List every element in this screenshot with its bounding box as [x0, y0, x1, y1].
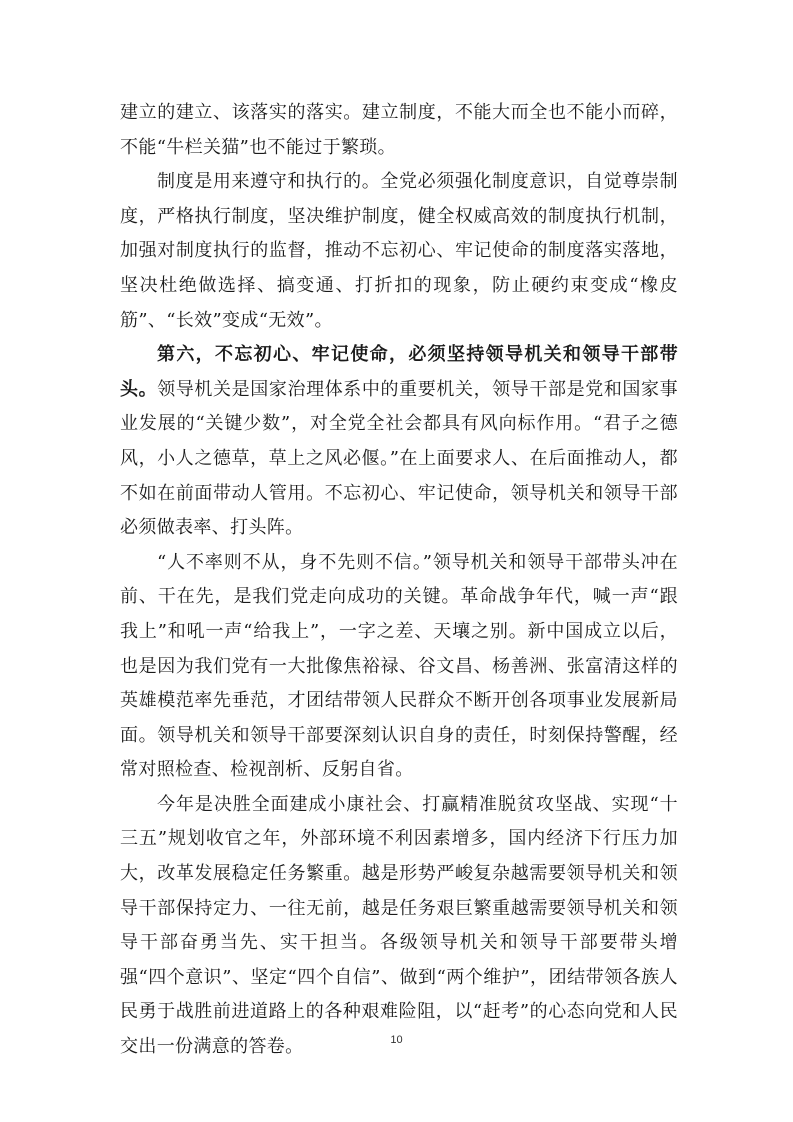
paragraph-5: 今年是决胜全面建成小康社会、打赢精准脱贫攻坚战、实现“十三五”规划收官之年，外部环境不利因素增多，国内经济下行压力加大，改革发展稳定任务繁重。越是形势严峻复杂越需要领导机关和领导干部保持定力、一往无前，越是任务艰巨繁重越需要领导机关和领导干部奋勇当先、实干担当。各级领导机关和领导干部要带头增强“四个意识”、坚定“四个自信”、做到“两个维护”，团结带领各族人民勇于战胜前进道路上的各种艰难险阻，以“赶考”的心态向党和人民交出一份满意的答卷。: [120, 793, 678, 1058]
paragraph-3-text: 领导机关是国家治理体系中的重要机关，领导干部是党和国家事业发展的“关键少数”，对全党全社会都具有风向标作用。“君子之德风，小人之德草，草上之风必偃。”在上面要求人、在后面推动人，都不如在前面带动人管用。不忘初心、牢记使命，领导机关和领导干部必须做表率、打头阵。: [120, 378, 678, 539]
paragraph-2: 制度是用来遵守和执行的。全党必须强化制度意识，自觉尊崇制度，严格执行制度，坚决维护制度，健全权威高效的制度执行机制，加强对制度执行的监督，推动不忘初心、牢记使命的制度落实落地，坚决杜绝做选择、搞变通、打折扣的现象，防止硬约束变成“橡皮筋”、“长效”变成“无效”。: [120, 171, 678, 331]
paragraph-1: 建立的建立、该落实的落实。建立制度，不能大而全也不能小而碎，不能“牛栏关猫”也不能过于繁琐。: [120, 102, 678, 158]
section-heading-sixth: 第六，不忘初心、牢记使命，必须坚持领导机关和领导干部带头。: [120, 344, 678, 400]
paragraph-3: [120, 338, 678, 546]
paragraph-4: “人不率则不从，身不先则不信。”领导机关和领导干部带头冲在前、干在先，是我们党走向成功的关键。革命战争年代，喊一声“跟我上”和吼一声“给我上”，一字之差、天壤之别。新中国成立以后，也是因为我们党有一大批像焦裕禄、谷文昌、杨善洲、张富清这样的英雄模范率先垂范，才团结带领人民群众不断开创各项事业发展新局面。领导机关和领导干部要深刻认识自身的责任，时刻保持警醒，经常对照检查、检视剖析、反躬自省。: [120, 551, 678, 781]
page-number: 10: [390, 1034, 403, 1046]
document-body: [120, 96, 678, 1065]
